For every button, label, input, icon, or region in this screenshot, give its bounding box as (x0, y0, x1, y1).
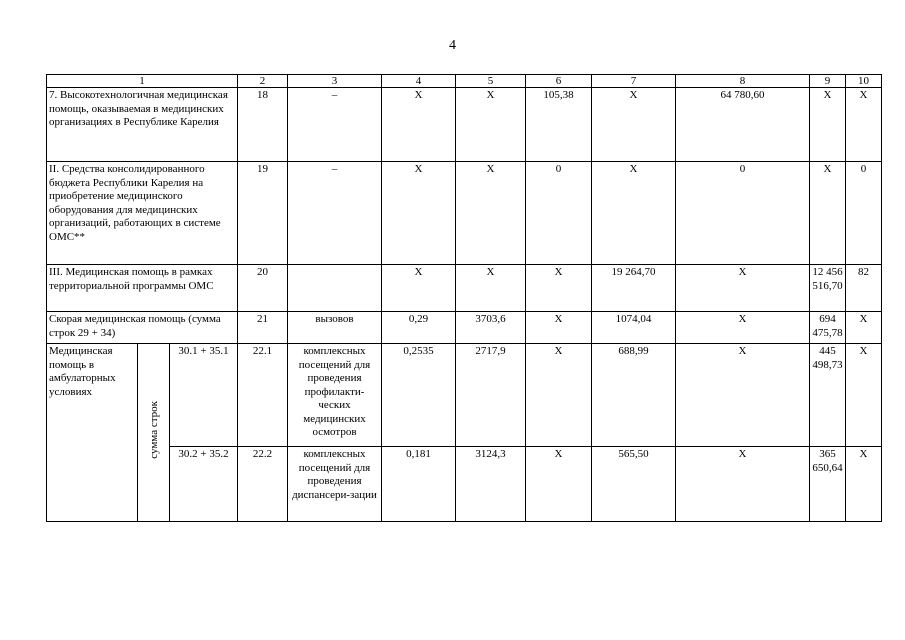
row-col-5: X (456, 162, 526, 265)
row-col-4: 0,181 (382, 447, 456, 522)
row-number: 22.2 (238, 447, 288, 522)
group-name: Медицинская помощь в амбулаторных условиях (47, 344, 138, 522)
table-row (47, 344, 882, 447)
row-col-6: X (526, 312, 592, 344)
row-col-5: X (456, 265, 526, 312)
row-col-8: 64 780,60 (676, 88, 810, 162)
row-col-6: X (526, 447, 592, 522)
header-col-4: 4 (382, 75, 456, 88)
row-col-9: X (810, 162, 846, 265)
row-col-10: X (846, 312, 882, 344)
row-col-6: 105,38 (526, 88, 592, 162)
header-col-2: 2 (238, 75, 288, 88)
row-unit: – (288, 88, 382, 162)
header-row (47, 75, 882, 88)
row-col-8: 0 (676, 162, 810, 265)
row-col-4: X (382, 88, 456, 162)
row-col-7: 688,99 (592, 344, 676, 447)
row-unit (288, 265, 382, 312)
table-row (47, 312, 882, 344)
row-col-9: 445 498,73 (810, 344, 846, 447)
row-col-7: 1074,04 (592, 312, 676, 344)
row-col-10: X (846, 88, 882, 162)
row-col-7: 19 264,70 (592, 265, 676, 312)
row-unit: – (288, 162, 382, 265)
page-number: 4 (449, 38, 456, 53)
row-number: 19 (238, 162, 288, 265)
row-col-5: X (456, 88, 526, 162)
row-col-8: X (676, 265, 810, 312)
row-col-5: 3703,6 (456, 312, 526, 344)
row-col-10: 0 (846, 162, 882, 265)
row-col-6: 0 (526, 162, 592, 265)
row-col-10: X (846, 447, 882, 522)
table-row (47, 162, 882, 265)
header-col-10: 10 (846, 75, 882, 88)
row-number: 20 (238, 265, 288, 312)
table-row (47, 88, 882, 162)
row-col-9: X (810, 88, 846, 162)
row-col-9: 365 650,64 (810, 447, 846, 522)
row-col-4: 0,2535 (382, 344, 456, 447)
row-unit: комплексных посещений для проведения профилакти-ческих медицинских осмотров (288, 344, 382, 447)
header-col-5: 5 (456, 75, 526, 88)
row-number: 21 (238, 312, 288, 344)
row-col-6: X (526, 265, 592, 312)
header-col-3: 3 (288, 75, 382, 88)
row-col-5: 3124,3 (456, 447, 526, 522)
row-col-4: 0,29 (382, 312, 456, 344)
row-col-8: X (676, 447, 810, 522)
sum-rows-text: сумма строк (147, 401, 160, 460)
sum-rows-label (138, 344, 170, 522)
row-name: 7. Высокотехнологичная медицинская помощь, оказываемая в медицинских организациях в Республике Карелия (47, 88, 238, 162)
row-col-9: 694 475,78 (810, 312, 846, 344)
row-col-5: 2717,9 (456, 344, 526, 447)
header-col-9: 9 (810, 75, 846, 88)
row-col-9: 12 456 516,70 (810, 265, 846, 312)
table-row (47, 447, 882, 522)
row-col-8: X (676, 344, 810, 447)
row-col-6: X (526, 344, 592, 447)
row-col-8: X (676, 312, 810, 344)
header-col-1: 1 (47, 75, 238, 88)
sub-formula: 30.2 + 35.2 (170, 447, 238, 522)
table-row (47, 265, 882, 312)
row-number: 18 (238, 88, 288, 162)
row-name: III. Медицинская помощь в рамках территориальной программы ОМС (47, 265, 238, 312)
row-col-7: 565,50 (592, 447, 676, 522)
header-col-8: 8 (676, 75, 810, 88)
row-name: II. Средства консолидированного бюджета Республики Карелия на приобретение медицинского оборудования для медицинских организаций, работающих в системе ОМС** (47, 162, 238, 265)
row-number: 22.1 (238, 344, 288, 447)
medical-funding-table (46, 74, 882, 522)
row-col-4: X (382, 162, 456, 265)
header-col-6: 6 (526, 75, 592, 88)
row-col-10: X (846, 344, 882, 447)
row-col-7: X (592, 162, 676, 265)
row-unit: вызовов (288, 312, 382, 344)
row-col-7: X (592, 88, 676, 162)
row-unit: комплексных посещений для проведения диспансери-зации (288, 447, 382, 522)
sub-formula: 30.1 + 35.1 (170, 344, 238, 447)
row-name: Скорая медицинская помощь (сумма строк 29 + 34) (47, 312, 238, 344)
row-col-10: 82 (846, 265, 882, 312)
row-col-4: X (382, 265, 456, 312)
header-col-7: 7 (592, 75, 676, 88)
